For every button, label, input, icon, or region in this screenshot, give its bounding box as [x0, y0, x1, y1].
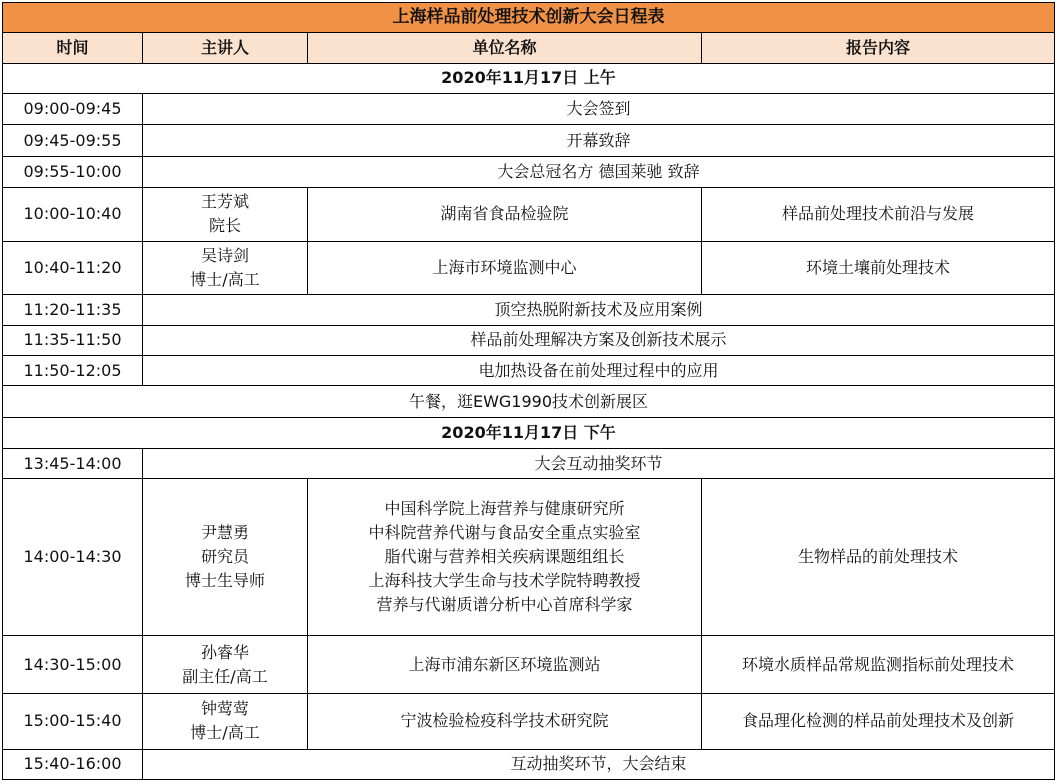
session-cell: 大会总冠名方 德国莱驰 致辞	[143, 156, 1055, 187]
session-cell: 大会签到	[143, 94, 1055, 125]
time-cell: 15:40-16:00	[3, 749, 143, 779]
time-cell: 14:00-14:30	[3, 479, 143, 636]
lunch-row	[3, 386, 1055, 417]
time-cell: 15:00-15:40	[3, 693, 143, 749]
table-row	[3, 156, 1055, 187]
topic-cell: 环境水质样品常规监测指标前处理技术	[702, 636, 1055, 694]
organization-cell: 宁波检验检疫科学技术研究院	[308, 693, 702, 749]
morning-date-row	[3, 63, 1055, 93]
afternoon-date: 2020年11月17日 下午	[3, 417, 1055, 448]
session-cell: 电加热设备在前处理过程中的应用	[143, 356, 1055, 386]
table-row	[3, 749, 1055, 779]
session-cell: 顶空热脱附新技术及应用案例	[143, 295, 1055, 325]
session-cell: 大会互动抽奖环节	[143, 449, 1055, 479]
time-cell: 11:35-11:50	[3, 325, 143, 355]
organization-cell: 中国科学院上海营养与健康研究所 中科院营养代谢与食品安全重点实验室 脂代谢与营养相关疾病课题组组长 上海科技大学生命与技术学院特聘教授 营养与代谢质谱分析中心首席科学家	[308, 479, 702, 636]
speaker-cell: 尹慧勇 研究员 博士生导师	[143, 479, 308, 636]
table-row	[3, 479, 1055, 636]
organization-cell: 上海市环境监测中心	[308, 241, 702, 295]
time-cell: 09:00-09:45	[3, 94, 143, 125]
lunch-cell: 午餐，逛EWG1990技术创新展区	[3, 386, 1055, 417]
table-row	[3, 325, 1055, 355]
table-row	[3, 241, 1055, 295]
table-row	[3, 295, 1055, 325]
time-cell: 10:40-11:20	[3, 241, 143, 295]
session-cell: 互动抽奖环节，大会结束	[143, 749, 1055, 779]
header-time: 时间	[3, 33, 143, 63]
table-row	[3, 636, 1055, 694]
table-row	[3, 125, 1055, 156]
morning-date: 2020年11月17日 上午	[3, 63, 1055, 93]
topic-cell: 食品理化检测的样品前处理技术及创新	[702, 693, 1055, 749]
table-row	[3, 94, 1055, 125]
organization-cell: 上海市浦东新区环境监测站	[308, 636, 702, 694]
table-row	[3, 693, 1055, 749]
table-row	[3, 449, 1055, 479]
schedule-table	[2, 2, 1055, 780]
table-row	[3, 356, 1055, 386]
table-row	[3, 188, 1055, 242]
organization-cell: 湖南省食品检验院	[308, 188, 702, 242]
topic-cell: 环境土壤前处理技术	[702, 241, 1055, 295]
speaker-cell: 钟莺莺 博士/高工	[143, 693, 308, 749]
schedule-title: 上海样品前处理技术创新大会日程表	[3, 3, 1055, 33]
speaker-cell: 孙睿华 副主任/高工	[143, 636, 308, 694]
time-cell: 13:45-14:00	[3, 449, 143, 479]
header-speaker: 主讲人	[143, 33, 308, 63]
afternoon-date-row	[3, 417, 1055, 448]
title-row	[3, 3, 1055, 33]
speaker-cell: 王芳斌 院长	[143, 188, 308, 242]
time-cell: 10:00-10:40	[3, 188, 143, 242]
speaker-cell: 吴诗剑 博士/高工	[143, 241, 308, 295]
header-organization: 单位名称	[308, 33, 702, 63]
topic-cell: 生物样品的前处理技术	[702, 479, 1055, 636]
time-cell: 09:45-09:55	[3, 125, 143, 156]
session-cell: 开幕致辞	[143, 125, 1055, 156]
header-row	[3, 33, 1055, 63]
session-cell: 样品前处理解决方案及创新技术展示	[143, 325, 1055, 355]
time-cell: 09:55-10:00	[3, 156, 143, 187]
time-cell: 11:20-11:35	[3, 295, 143, 325]
time-cell: 11:50-12:05	[3, 356, 143, 386]
header-topic: 报告内容	[702, 33, 1055, 63]
topic-cell: 样品前处理技术前沿与发展	[702, 188, 1055, 242]
time-cell: 14:30-15:00	[3, 636, 143, 694]
